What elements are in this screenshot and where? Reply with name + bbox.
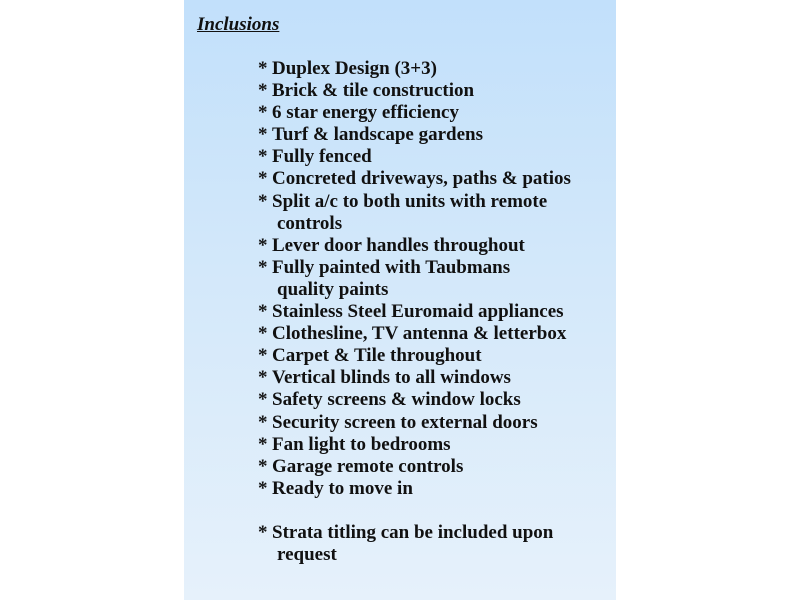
inclusion-text	[272, 434, 451, 456]
inclusion-item	[258, 434, 571, 456]
inclusion-line: 6 star energy efficiency	[272, 102, 459, 124]
inclusion-text	[272, 323, 566, 345]
inclusion-line-continued: quality paints	[277, 278, 389, 300]
inclusion-text	[272, 367, 511, 389]
bullet-asterisk: *	[258, 146, 268, 168]
inclusion-item	[258, 80, 571, 102]
inclusion-line: Concreted driveways, paths & patios	[272, 168, 571, 190]
bullet-asterisk: *	[258, 234, 268, 256]
inclusion-text	[272, 235, 525, 257]
inclusion-line: Fully painted with Taubmans	[272, 256, 511, 278]
bullet-asterisk: *	[258, 433, 268, 455]
inclusion-line: Garage remote controls	[272, 455, 464, 477]
inclusions-list	[258, 58, 571, 566]
inclusion-text	[272, 191, 547, 235]
inclusion-line: Fully fenced	[272, 146, 372, 168]
bullet-asterisk: *	[258, 389, 268, 411]
bullet-asterisk: *	[258, 367, 268, 389]
inclusion-line: Lever door handles throughout	[272, 234, 525, 256]
inclusion-line: Strata titling can be included upon	[272, 521, 554, 543]
bullet-asterisk: *	[258, 256, 268, 278]
bullet-asterisk: *	[258, 58, 268, 79]
inclusion-item	[258, 168, 571, 190]
inclusion-line-continued: request	[277, 544, 337, 566]
bullet-asterisk: *	[258, 168, 268, 190]
inclusion-item	[258, 102, 571, 124]
inclusion-line: Safety screens & window locks	[272, 389, 521, 411]
inclusion-item	[258, 367, 571, 389]
inclusion-line: Security screen to external doors	[272, 411, 538, 433]
inclusion-item	[258, 478, 571, 500]
inclusion-line: Split a/c to both units with remote	[272, 190, 548, 212]
bullet-asterisk: *	[258, 80, 268, 102]
inclusion-line: Duplex Design (3+3)	[272, 58, 437, 79]
inclusion-text	[272, 58, 437, 80]
inclusion-item	[258, 412, 571, 434]
inclusion-line-continued: controls	[277, 212, 343, 234]
inclusion-line: Turf & landscape gardens	[272, 124, 483, 146]
bullet-asterisk: *	[258, 323, 268, 345]
bullet-asterisk: *	[258, 521, 268, 543]
inclusion-item	[258, 323, 571, 345]
inclusion-line: Fan light to bedrooms	[272, 433, 451, 455]
inclusion-item	[258, 58, 571, 80]
inclusion-item	[258, 522, 571, 566]
inclusion-item	[258, 124, 571, 146]
inclusion-text	[272, 301, 564, 323]
inclusion-line: Stainless Steel Euromaid appliances	[272, 301, 564, 323]
bullet-asterisk: *	[258, 477, 268, 499]
inclusions-flyer	[184, 0, 616, 600]
inclusion-text	[272, 478, 413, 500]
bullet-asterisk: *	[258, 102, 268, 124]
inclusion-text	[272, 146, 372, 168]
inclusion-line: Clothesline, TV antenna & letterbox	[272, 323, 567, 345]
inclusion-item	[258, 389, 571, 411]
inclusion-item	[258, 257, 571, 301]
inclusion-line: Brick & tile construction	[272, 80, 475, 102]
inclusion-item	[258, 235, 571, 257]
inclusion-item	[258, 146, 571, 168]
inclusion-text	[272, 257, 510, 301]
inclusion-text	[272, 412, 538, 434]
inclusion-text	[272, 102, 459, 124]
bullet-asterisk: *	[258, 411, 268, 433]
bullet-asterisk: *	[258, 345, 268, 367]
inclusion-text	[272, 522, 553, 566]
bullet-asterisk: *	[258, 124, 268, 146]
inclusion-text	[272, 168, 571, 190]
inclusion-text	[272, 389, 521, 411]
inclusion-line: Vertical blinds to all windows	[272, 367, 511, 389]
inclusion-item	[258, 191, 571, 235]
inclusion-text	[272, 80, 474, 102]
inclusion-text	[272, 345, 482, 367]
bullet-asterisk: *	[258, 301, 268, 323]
inclusion-text	[272, 124, 483, 146]
inclusion-text	[272, 456, 463, 478]
inclusion-line: Carpet & Tile throughout	[272, 345, 482, 367]
inclusion-item	[258, 456, 571, 478]
inclusion-item	[258, 345, 571, 367]
inclusion-item	[258, 301, 571, 323]
bullet-asterisk: *	[258, 190, 268, 212]
inclusion-line: Ready to move in	[272, 477, 413, 499]
inclusions-heading: Inclusions	[197, 14, 280, 35]
bullet-asterisk: *	[258, 455, 268, 477]
